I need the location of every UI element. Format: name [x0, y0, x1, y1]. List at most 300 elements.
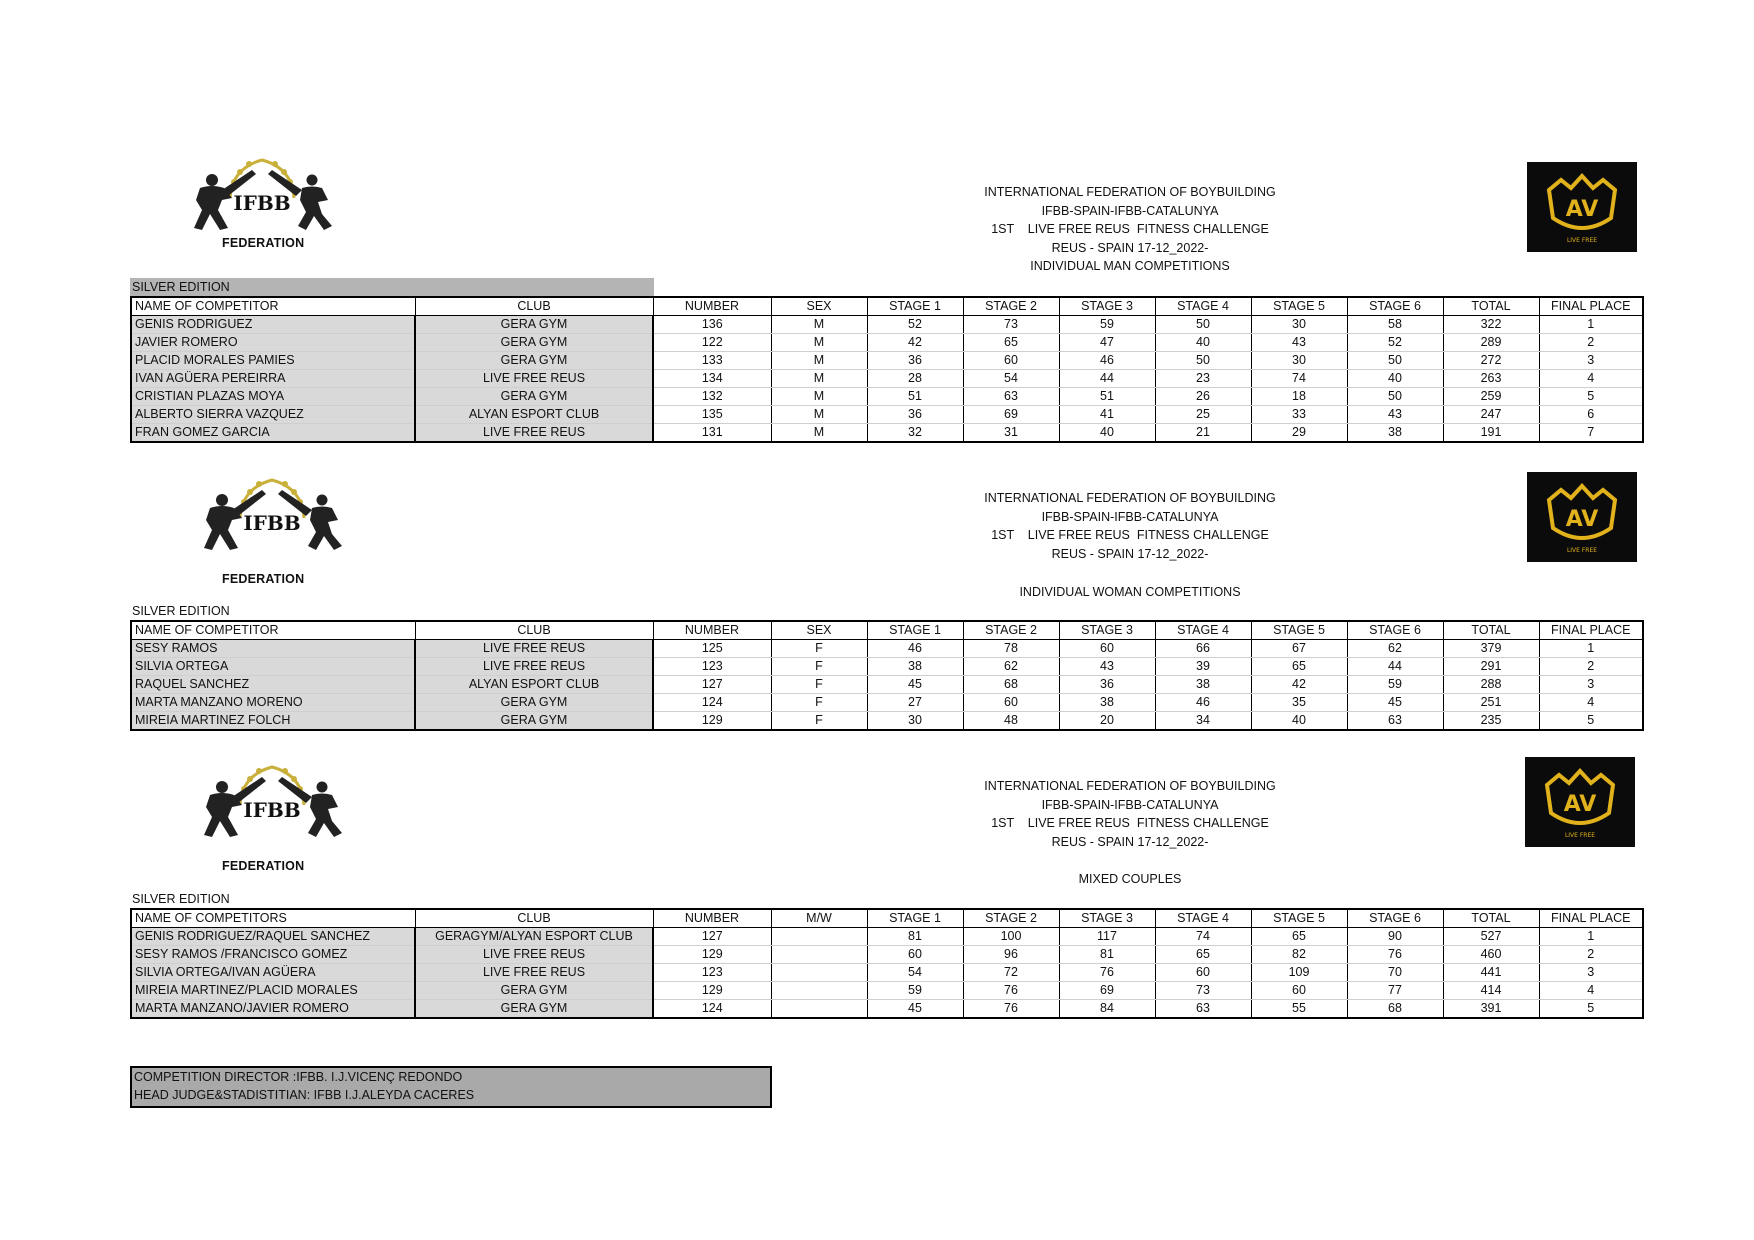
- cell-stage-4: 23: [1155, 370, 1251, 388]
- cell-stage-2: 63: [963, 388, 1059, 406]
- header-line-4: REUS - SPAIN 17-12_2022-: [1051, 240, 1209, 255]
- col-sex: SEX: [771, 297, 867, 316]
- cell-stage-5: 40: [1251, 712, 1347, 731]
- cell-stage-3: 47: [1059, 334, 1155, 352]
- cell-final-place: 7: [1539, 424, 1643, 443]
- cell-final-place: 1: [1539, 316, 1643, 334]
- svg-text:AV: AV: [1563, 792, 1597, 817]
- cell-stage-3: 41: [1059, 406, 1155, 424]
- col-stage-1: STAGE 1: [867, 909, 963, 928]
- cell-stage-5: 29: [1251, 424, 1347, 443]
- cell-stage-5: 67: [1251, 640, 1347, 658]
- cell-sex: M: [771, 334, 867, 352]
- cell-sex: F: [771, 640, 867, 658]
- federation-label: FEDERATION: [222, 859, 305, 873]
- col-sex: SEX: [771, 621, 867, 640]
- cell-stage-3: 40: [1059, 424, 1155, 443]
- section-title: MIXED COUPLES: [1078, 872, 1182, 886]
- cell-stage-5: 42: [1251, 676, 1347, 694]
- cell-stage-3: 51: [1059, 388, 1155, 406]
- col-total: TOTAL: [1443, 621, 1539, 640]
- cell-club: LIVE FREE REUS: [415, 658, 653, 676]
- cell-club: GERA GYM: [415, 316, 653, 334]
- cell-stage-4: 39: [1155, 658, 1251, 676]
- event-header: [860, 183, 1400, 276]
- cell-final-place: 2: [1539, 946, 1643, 964]
- cell-total: 272: [1443, 352, 1539, 370]
- cell-club: LIVE FREE REUS: [415, 964, 653, 982]
- cell-stage-2: 96: [963, 946, 1059, 964]
- col-stage-4: STAGE 4: [1155, 909, 1251, 928]
- svg-text:LIVE FREE: LIVE FREE: [1566, 237, 1598, 244]
- cell-club: LIVE FREE REUS: [415, 424, 653, 443]
- cell-number: 123: [653, 658, 771, 676]
- cell-competitor-name: SILVIA ORTEGA/IVAN AGÜERA: [131, 964, 415, 982]
- results-table-women: [130, 620, 1644, 731]
- cell-stage-3: 81: [1059, 946, 1155, 964]
- cell-number: 127: [653, 928, 771, 946]
- cell-club: LIVE FREE REUS: [415, 946, 653, 964]
- cell-stage-6: 38: [1347, 424, 1443, 443]
- table-row: [131, 694, 1643, 712]
- cell-stage-3: 60: [1059, 640, 1155, 658]
- cell-stage-6: 45: [1347, 694, 1443, 712]
- live-free-logo: [1527, 472, 1637, 562]
- col-number: NUMBER: [653, 297, 771, 316]
- cell-number: 129: [653, 982, 771, 1000]
- header-line-1: INTERNATIONAL FEDERATION OF BOYBUILDING: [984, 185, 1276, 199]
- table-header-row: [131, 621, 1643, 640]
- cell-final-place: 2: [1539, 334, 1643, 352]
- col-stage-1: STAGE 1: [867, 621, 963, 640]
- cell-club: GERAGYM/ALYAN ESPORT CLUB: [415, 928, 653, 946]
- cell-sex: [771, 964, 867, 982]
- cell-stage-5: 18: [1251, 388, 1347, 406]
- cell-final-place: 3: [1539, 352, 1643, 370]
- cell-final-place: 4: [1539, 982, 1643, 1000]
- header-line-2: IFBB-SPAIN-IFBB-CATALUNYA: [1041, 797, 1219, 812]
- cell-stage-2: 68: [963, 676, 1059, 694]
- cell-stage-4: 50: [1155, 316, 1251, 334]
- cell-stage-6: 50: [1347, 352, 1443, 370]
- svg-text:LIVE FREE: LIVE FREE: [1566, 547, 1598, 554]
- header-line-1: INTERNATIONAL FEDERATION OF BOYBUILDING: [984, 779, 1276, 793]
- cell-competitor-name: FRAN GOMEZ GARCIA: [131, 424, 415, 443]
- cell-number: 135: [653, 406, 771, 424]
- cell-stage-5: 55: [1251, 1000, 1347, 1019]
- cell-club: GERA GYM: [415, 352, 653, 370]
- cell-sex: M: [771, 406, 867, 424]
- svg-text:AV: AV: [1565, 197, 1599, 222]
- col-club: CLUB: [415, 621, 653, 640]
- col-total: TOTAL: [1443, 297, 1539, 316]
- cell-competitor-name: SILVIA ORTEGA: [131, 658, 415, 676]
- col-stage-6: STAGE 6: [1347, 909, 1443, 928]
- cell-stage-6: 63: [1347, 712, 1443, 731]
- table-row: [131, 370, 1643, 388]
- cell-stage-3: 69: [1059, 982, 1155, 1000]
- header-line-2: IFBB-SPAIN-IFBB-CATALUNYA: [1041, 509, 1219, 524]
- cell-stage-3: 84: [1059, 1000, 1155, 1019]
- col-name: NAME OF COMPETITOR: [131, 297, 415, 316]
- event-header: [860, 489, 1400, 602]
- cell-stage-5: 65: [1251, 658, 1347, 676]
- cell-final-place: 1: [1539, 640, 1643, 658]
- cell-sex: M: [771, 316, 867, 334]
- federation-label: FEDERATION: [222, 572, 305, 586]
- header-line-2: IFBB-SPAIN-IFBB-CATALUNYA: [1041, 203, 1219, 218]
- cell-competitor-name: JAVIER ROMERO: [131, 334, 415, 352]
- cell-stage-2: 76: [963, 982, 1059, 1000]
- cell-club: GERA GYM: [415, 712, 653, 731]
- cell-stage-5: 109: [1251, 964, 1347, 982]
- cell-club: GERA GYM: [415, 982, 653, 1000]
- cell-competitor-name: RAQUEL SANCHEZ: [131, 676, 415, 694]
- cell-stage-1: 36: [867, 352, 963, 370]
- cell-sex: [771, 1000, 867, 1019]
- cell-stage-4: 63: [1155, 1000, 1251, 1019]
- cell-stage-1: 42: [867, 334, 963, 352]
- cell-sex: [771, 928, 867, 946]
- cell-stage-2: 76: [963, 1000, 1059, 1019]
- table-row: [131, 658, 1643, 676]
- cell-final-place: 4: [1539, 694, 1643, 712]
- cell-stage-4: 34: [1155, 712, 1251, 731]
- table-row: [131, 676, 1643, 694]
- cell-stage-4: 74: [1155, 928, 1251, 946]
- live-free-logo: [1525, 757, 1635, 847]
- col-stage-2: STAGE 2: [963, 297, 1059, 316]
- header-line-4: REUS - SPAIN 17-12_2022-: [1051, 834, 1209, 849]
- cell-stage-2: 31: [963, 424, 1059, 443]
- cell-stage-3: 38: [1059, 694, 1155, 712]
- ifbb-logo: [172, 150, 352, 260]
- cell-stage-6: 59: [1347, 676, 1443, 694]
- cell-stage-2: 54: [963, 370, 1059, 388]
- table-row: [131, 316, 1643, 334]
- cell-stage-6: 77: [1347, 982, 1443, 1000]
- cell-stage-5: 43: [1251, 334, 1347, 352]
- cell-number: 134: [653, 370, 771, 388]
- table-header-row: [131, 297, 1643, 316]
- cell-club: LIVE FREE REUS: [415, 370, 653, 388]
- cell-stage-2: 48: [963, 712, 1059, 731]
- cell-total: 441: [1443, 964, 1539, 982]
- col-number: NUMBER: [653, 909, 771, 928]
- cell-stage-4: 73: [1155, 982, 1251, 1000]
- cell-stage-2: 73: [963, 316, 1059, 334]
- col-name: NAME OF COMPETITORS: [131, 909, 415, 928]
- header-line-3: 1ST LIVE FREE REUS FITNESS CHALLENGE: [991, 816, 1269, 830]
- section-title: INDIVIDUAL MAN COMPETITIONS: [1030, 259, 1230, 273]
- cell-stage-2: 60: [963, 694, 1059, 712]
- cell-stage-3: 46: [1059, 352, 1155, 370]
- col-final-place: FINAL PLACE: [1539, 909, 1643, 928]
- col-stage-3: STAGE 3: [1059, 297, 1155, 316]
- cell-final-place: 5: [1539, 712, 1643, 731]
- cell-final-place: 2: [1539, 658, 1643, 676]
- edition-label: SILVER EDITION: [132, 892, 230, 906]
- cell-stage-4: 21: [1155, 424, 1251, 443]
- header-line-1: INTERNATIONAL FEDERATION OF BOYBUILDING: [984, 491, 1276, 505]
- cell-stage-5: 35: [1251, 694, 1347, 712]
- live-free-logo-icon: [1527, 162, 1637, 252]
- competition-director: COMPETITION DIRECTOR :IFBB. I.J.VICENÇ REDONDO: [134, 1070, 463, 1084]
- cell-stage-1: 54: [867, 964, 963, 982]
- cell-stage-3: 59: [1059, 316, 1155, 334]
- cell-club: GERA GYM: [415, 334, 653, 352]
- cell-stage-1: 38: [867, 658, 963, 676]
- cell-total: 235: [1443, 712, 1539, 731]
- section-title: INDIVIDUAL WOMAN COMPETITIONS: [1019, 585, 1241, 599]
- cell-competitor-name: CRISTIAN PLAZAS MOYA: [131, 388, 415, 406]
- cell-stage-1: 30: [867, 712, 963, 731]
- cell-stage-4: 66: [1155, 640, 1251, 658]
- cell-stage-4: 40: [1155, 334, 1251, 352]
- cell-stage-6: 58: [1347, 316, 1443, 334]
- cell-stage-2: 100: [963, 928, 1059, 946]
- cell-final-place: 5: [1539, 1000, 1643, 1019]
- cell-stage-1: 32: [867, 424, 963, 443]
- table-row: [131, 352, 1643, 370]
- cell-stage-1: 59: [867, 982, 963, 1000]
- cell-competitor-name: MARTA MANZANO/JAVIER ROMERO: [131, 1000, 415, 1019]
- cell-stage-6: 90: [1347, 928, 1443, 946]
- col-stage-3: STAGE 3: [1059, 909, 1155, 928]
- col-number: NUMBER: [653, 621, 771, 640]
- cell-stage-3: 20: [1059, 712, 1155, 731]
- cell-stage-5: 82: [1251, 946, 1347, 964]
- cell-stage-1: 45: [867, 676, 963, 694]
- cell-stage-5: 33: [1251, 406, 1347, 424]
- cell-competitor-name: PLACID MORALES PAMIES: [131, 352, 415, 370]
- col-final-place: FINAL PLACE: [1539, 297, 1643, 316]
- cell-stage-1: 60: [867, 946, 963, 964]
- results-table-mixed: [130, 908, 1644, 1019]
- cell-stage-3: 43: [1059, 658, 1155, 676]
- cell-sex: M: [771, 388, 867, 406]
- cell-stage-1: 36: [867, 406, 963, 424]
- cell-total: 379: [1443, 640, 1539, 658]
- cell-club: ALYAN ESPORT CLUB: [415, 676, 653, 694]
- svg-text:IFBB: IFBB: [233, 191, 291, 215]
- col-stage-3: STAGE 3: [1059, 621, 1155, 640]
- cell-stage-6: 76: [1347, 946, 1443, 964]
- cell-stage-1: 51: [867, 388, 963, 406]
- svg-text:AV: AV: [1565, 507, 1599, 532]
- svg-text:IFBB: IFBB: [243, 798, 301, 822]
- cell-number: 129: [653, 712, 771, 731]
- cell-competitor-name: GENIS RODRIGUEZ: [131, 316, 415, 334]
- cell-stage-2: 62: [963, 658, 1059, 676]
- event-header: [860, 777, 1400, 889]
- cell-number: 124: [653, 1000, 771, 1019]
- table-row: [131, 712, 1643, 731]
- cell-competitor-name: SESY RAMOS /FRANCISCO GOMEZ: [131, 946, 415, 964]
- cell-stage-4: 60: [1155, 964, 1251, 982]
- col-name: NAME OF COMPETITOR: [131, 621, 415, 640]
- col-stage-4: STAGE 4: [1155, 297, 1251, 316]
- ifbb-logo-icon: [172, 150, 352, 240]
- table-row: [131, 928, 1643, 946]
- cell-stage-4: 50: [1155, 352, 1251, 370]
- ifbb-logo: [182, 757, 362, 873]
- col-stage-5: STAGE 5: [1251, 621, 1347, 640]
- col-stage-4: STAGE 4: [1155, 621, 1251, 640]
- col-stage-2: STAGE 2: [963, 621, 1059, 640]
- cell-number: 136: [653, 316, 771, 334]
- svg-text:LIVE FREE: LIVE FREE: [1564, 832, 1596, 839]
- cell-sex: F: [771, 712, 867, 731]
- table-row: [131, 640, 1643, 658]
- cell-competitor-name: IVAN AGÜERA PEREIRRA: [131, 370, 415, 388]
- cell-stage-6: 50: [1347, 388, 1443, 406]
- cell-stage-5: 30: [1251, 352, 1347, 370]
- col-stage-2: STAGE 2: [963, 909, 1059, 928]
- cell-stage-3: 117: [1059, 928, 1155, 946]
- cell-total: 263: [1443, 370, 1539, 388]
- cell-stage-4: 65: [1155, 946, 1251, 964]
- cell-final-place: 1: [1539, 928, 1643, 946]
- cell-sex: F: [771, 676, 867, 694]
- cell-stage-6: 43: [1347, 406, 1443, 424]
- cell-number: 125: [653, 640, 771, 658]
- cell-stage-1: 81: [867, 928, 963, 946]
- col-stage-5: STAGE 5: [1251, 909, 1347, 928]
- cell-stage-4: 46: [1155, 694, 1251, 712]
- cell-sex: [771, 946, 867, 964]
- cell-stage-3: 36: [1059, 676, 1155, 694]
- cell-stage-2: 78: [963, 640, 1059, 658]
- cell-number: 127: [653, 676, 771, 694]
- ifbb-logo-icon: [182, 757, 362, 847]
- table-row: [131, 946, 1643, 964]
- cell-total: 289: [1443, 334, 1539, 352]
- cell-stage-2: 65: [963, 334, 1059, 352]
- live-free-logo-icon: [1525, 757, 1635, 847]
- cell-sex: [771, 982, 867, 1000]
- cell-number: 129: [653, 946, 771, 964]
- table-row: [131, 964, 1643, 982]
- cell-number: 122: [653, 334, 771, 352]
- cell-competitor-name: MARTA MANZANO MORENO: [131, 694, 415, 712]
- cell-number: 124: [653, 694, 771, 712]
- table-header-row: [131, 909, 1643, 928]
- officials-box: [130, 1066, 772, 1108]
- cell-number: 131: [653, 424, 771, 443]
- header-line-3: 1ST LIVE FREE REUS FITNESS CHALLENGE: [991, 528, 1269, 542]
- table-row: [131, 406, 1643, 424]
- header-line-4: REUS - SPAIN 17-12_2022-: [1051, 546, 1209, 561]
- cell-stage-3: 76: [1059, 964, 1155, 982]
- cell-final-place: 3: [1539, 676, 1643, 694]
- cell-sex: M: [771, 370, 867, 388]
- cell-competitor-name: SESY RAMOS: [131, 640, 415, 658]
- head-judge: HEAD JUDGE&STADISTITIAN: IFBB I.J.ALEYDA CACERES: [134, 1088, 475, 1102]
- cell-total: 322: [1443, 316, 1539, 334]
- cell-sex: M: [771, 424, 867, 443]
- cell-total: 460: [1443, 946, 1539, 964]
- live-free-logo: [1527, 162, 1637, 252]
- cell-total: 291: [1443, 658, 1539, 676]
- cell-club: ALYAN ESPORT CLUB: [415, 406, 653, 424]
- svg-text:IFBB: IFBB: [243, 511, 301, 535]
- header-line-3: 1ST LIVE FREE REUS FITNESS CHALLENGE: [991, 222, 1269, 236]
- cell-final-place: 6: [1539, 406, 1643, 424]
- cell-total: 247: [1443, 406, 1539, 424]
- cell-stage-4: 38: [1155, 676, 1251, 694]
- cell-competitor-name: MIREIA MARTINEZ FOLCH: [131, 712, 415, 731]
- col-stage-6: STAGE 6: [1347, 297, 1443, 316]
- col-stage-5: STAGE 5: [1251, 297, 1347, 316]
- cell-stage-1: 27: [867, 694, 963, 712]
- cell-total: 288: [1443, 676, 1539, 694]
- cell-stage-1: 52: [867, 316, 963, 334]
- cell-stage-6: 68: [1347, 1000, 1443, 1019]
- cell-stage-5: 74: [1251, 370, 1347, 388]
- cell-stage-2: 69: [963, 406, 1059, 424]
- federation-label: FEDERATION: [222, 236, 305, 250]
- cell-competitor-name: MIREIA MARTINEZ/PLACID MORALES: [131, 982, 415, 1000]
- col-stage-1: STAGE 1: [867, 297, 963, 316]
- cell-stage-6: 40: [1347, 370, 1443, 388]
- cell-club: GERA GYM: [415, 694, 653, 712]
- cell-number: 123: [653, 964, 771, 982]
- cell-stage-5: 65: [1251, 928, 1347, 946]
- cell-final-place: 5: [1539, 388, 1643, 406]
- cell-stage-6: 62: [1347, 640, 1443, 658]
- cell-stage-3: 44: [1059, 370, 1155, 388]
- cell-stage-1: 28: [867, 370, 963, 388]
- cell-stage-6: 44: [1347, 658, 1443, 676]
- cell-stage-2: 72: [963, 964, 1059, 982]
- cell-total: 414: [1443, 982, 1539, 1000]
- col-mw: M/W: [771, 909, 867, 928]
- cell-club: GERA GYM: [415, 1000, 653, 1019]
- cell-stage-1: 46: [867, 640, 963, 658]
- cell-sex: F: [771, 658, 867, 676]
- edition-label: SILVER EDITION: [130, 278, 654, 296]
- table-row: [131, 982, 1643, 1000]
- results-table-men: [130, 296, 1644, 443]
- cell-stage-5: 30: [1251, 316, 1347, 334]
- cell-total: 391: [1443, 1000, 1539, 1019]
- table-row: [131, 334, 1643, 352]
- cell-total: 527: [1443, 928, 1539, 946]
- col-club: CLUB: [415, 909, 653, 928]
- cell-sex: M: [771, 352, 867, 370]
- cell-stage-6: 70: [1347, 964, 1443, 982]
- cell-stage-2: 60: [963, 352, 1059, 370]
- cell-stage-4: 25: [1155, 406, 1251, 424]
- col-stage-6: STAGE 6: [1347, 621, 1443, 640]
- cell-club: GERA GYM: [415, 388, 653, 406]
- cell-stage-1: 45: [867, 1000, 963, 1019]
- live-free-logo-icon: [1527, 472, 1637, 562]
- cell-total: 191: [1443, 424, 1539, 443]
- cell-competitor-name: GENIS RODRIGUEZ/RAQUEL SANCHEZ: [131, 928, 415, 946]
- cell-stage-4: 26: [1155, 388, 1251, 406]
- col-final-place: FINAL PLACE: [1539, 621, 1643, 640]
- edition-label: SILVER EDITION: [132, 604, 230, 618]
- col-total: TOTAL: [1443, 909, 1539, 928]
- table-row: [131, 1000, 1643, 1019]
- table-row: [131, 388, 1643, 406]
- cell-competitor-name: ALBERTO SIERRA VAZQUEZ: [131, 406, 415, 424]
- cell-club: LIVE FREE REUS: [415, 640, 653, 658]
- cell-stage-6: 52: [1347, 334, 1443, 352]
- cell-number: 132: [653, 388, 771, 406]
